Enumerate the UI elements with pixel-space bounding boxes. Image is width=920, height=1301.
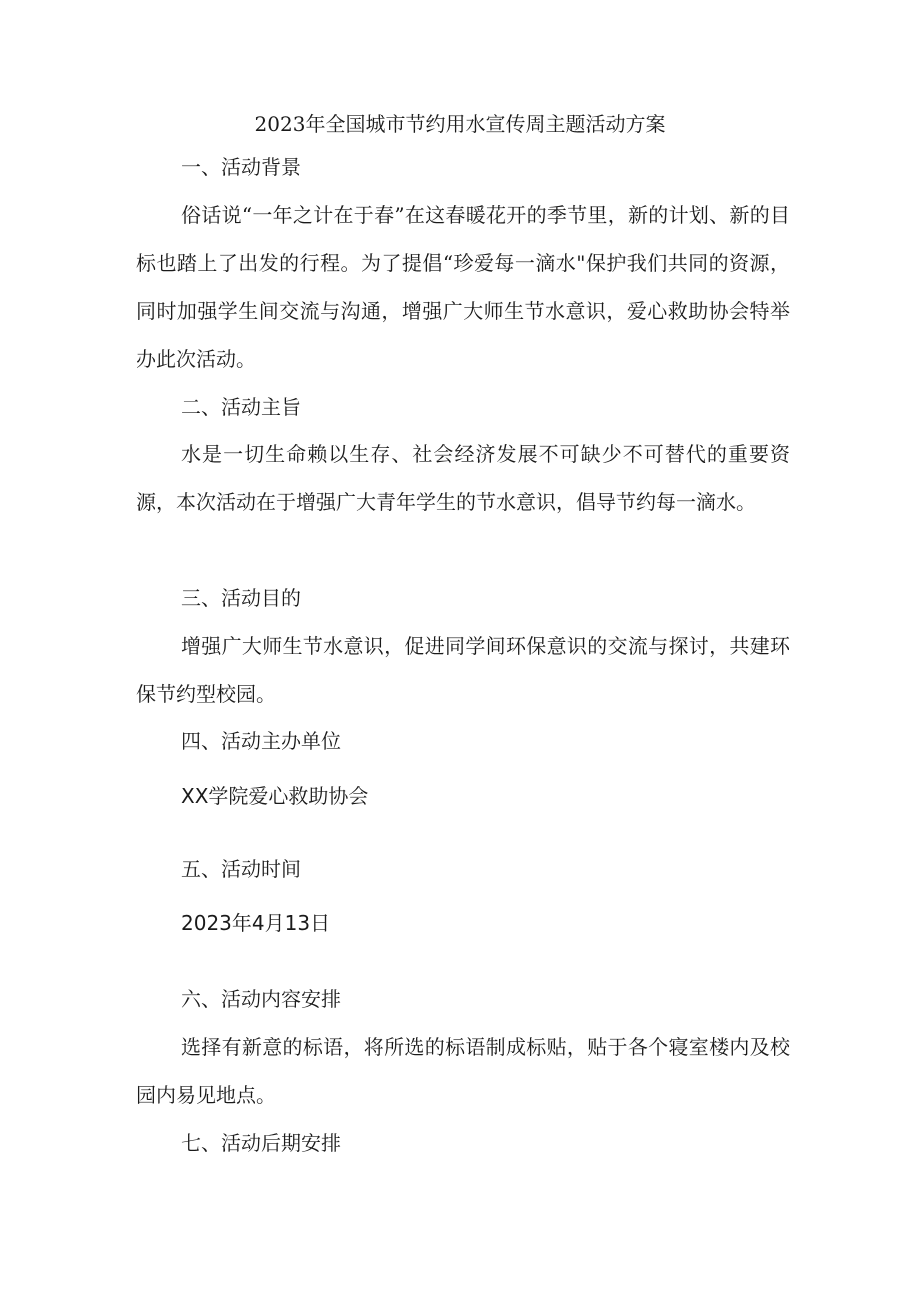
section-body-content: 选择有新意的标语，将所选的标语制成标贴，贴于各个寝室楼内及校园内易见地点。: [136, 1035, 790, 1107]
section-heading-time: 五、活动时间: [181, 857, 301, 881]
section-heading-background: 一、活动背景: [181, 155, 301, 179]
section-body-purpose: 水是一切生命赖以生存、社会经济发展不可缺少不可替代的重要资源，本次活动在于增强广大青年学生的节水意识，倡导节约每一滴水。: [136, 442, 790, 514]
document-title: 2023年全国城市节约用水宣传周主题活动方案: [254, 112, 666, 136]
section-body-organizer: XX学院爱心救助协会: [181, 784, 369, 808]
section-heading-purpose: 二、活动主旨: [181, 395, 301, 419]
section-body-background: 俗话说“一年之计在于春”在这春暖花开的季节里，新的计划、新的目标也踏上了出发的行程。为了提倡“珍爱每一滴水"保护我们共同的资源，同时加强学生间交流与沟通，增强广大师生节水意识，爱心救助协会特举办此次活动。: [136, 203, 790, 371]
section-heading-content: 六、活动内容安排: [181, 987, 341, 1011]
section-body-goal: 增强广大师生节水意识，促进同学间环保意识的交流与探讨，共建环保节约型校园。: [136, 634, 790, 706]
section-body-time: 2023年4月13日: [181, 911, 331, 935]
section-heading-goal: 三、活动目的: [181, 586, 301, 610]
section-heading-organizer: 四、活动主办单位: [181, 729, 341, 753]
section-heading-followup: 七、活动后期安排: [181, 1131, 341, 1155]
